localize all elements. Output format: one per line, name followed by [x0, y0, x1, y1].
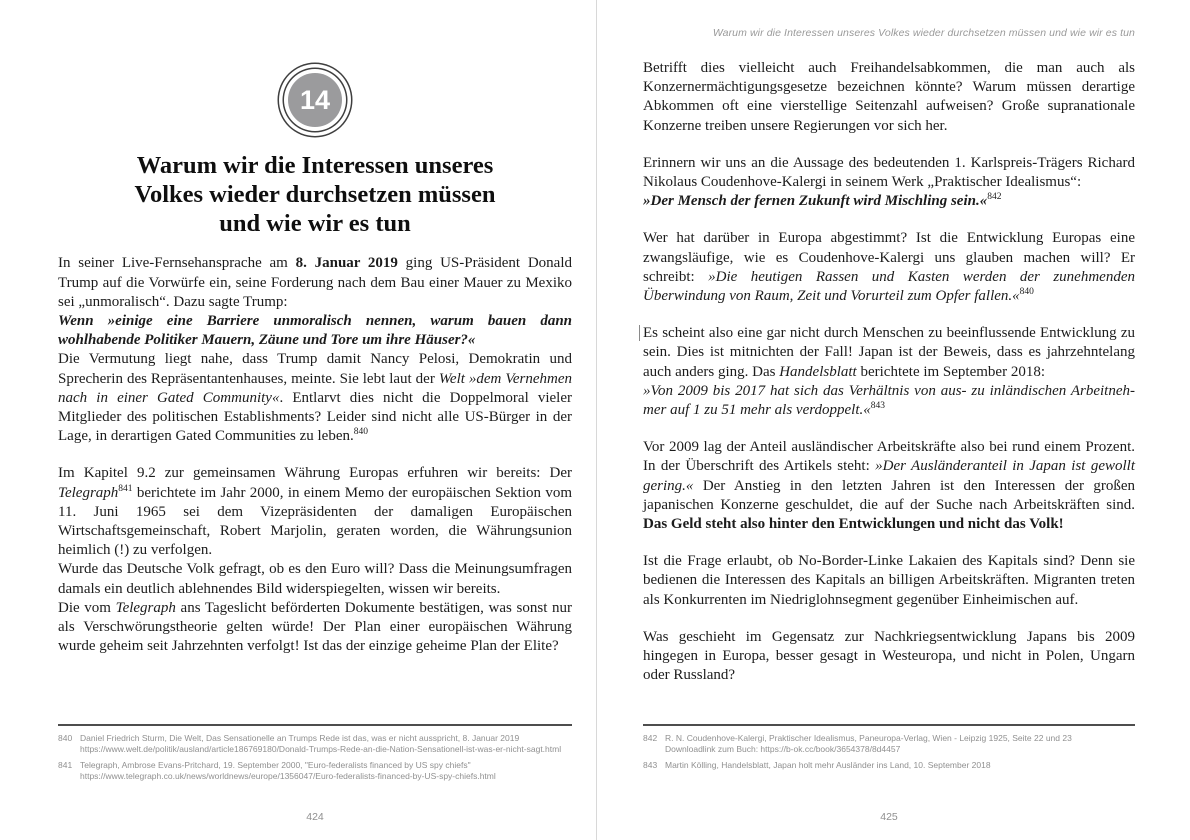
- page-number-left: 424: [306, 811, 324, 823]
- page-right: [597, 0, 1190, 840]
- footnote-number: 843: [643, 759, 658, 770]
- footnote-text: [80, 733, 572, 756]
- text-run: Ist die Frage erlaubt, ob No-Border-Linke Lakaien des Kapitals sind? Denn sie bedienen die Interessen des Kapitals an billigen Arbeitskräften. Migranten treten als Konkurrenten im Niedriglohnsegment gegenüber Einheimischen auf.: [643, 553, 1135, 608]
- footnote-reference: 840: [1019, 287, 1034, 298]
- text-run: Im Kapitel 9.2 zur gemeinsamen Währung Europas erfuhren wir bereits: Der: [58, 465, 572, 482]
- left-footnote-list: [58, 733, 572, 783]
- paragraph: [643, 324, 1135, 382]
- text-run: Handelsblatt: [779, 363, 857, 380]
- text-cursor: [639, 325, 640, 341]
- chapter-number-badge: [288, 73, 342, 127]
- chapter-number: 14: [299, 84, 331, 115]
- text-run: Betrifft dies vielleicht auch Freihandelsabkommen, die man auch als Konzernermächtigungsgesetze bezeichnen könnte? Warum müssen derartige Abkommen oft eine vierstellige Seitenzahl aufweisen? Große supranationale Konzerne treiben unsere Regierungen vor sich her.: [643, 60, 1135, 134]
- paragraph: [58, 254, 572, 312]
- text-run: In seiner Live-Fernsehansprache am: [58, 255, 296, 272]
- paragraph: [58, 350, 572, 446]
- title-line: Volkes wieder durchsetzen müssen: [134, 181, 496, 208]
- title-line: Warum wir die Interessen unseres: [136, 152, 494, 179]
- chapter-title: [58, 151, 572, 238]
- paragraph: [643, 59, 1135, 136]
- footnote-text: [80, 760, 572, 783]
- footnote: [58, 733, 572, 756]
- text-run: Welt »dem Vernehmen nach in einer Gated Community«: [58, 370, 572, 406]
- paragraph: [643, 438, 1135, 534]
- paragraph: [643, 382, 1135, 420]
- text-run: Telegraph: [115, 599, 176, 616]
- paragraph: [643, 154, 1135, 192]
- text-run: Erinnern wir uns an die Aussage des bedeutenden 1. Karlspreis-Trägers Richard Nikolaus Coudenhove-Kalergi in seinem Werk „Praktischer Idealismus“:: [643, 154, 1135, 191]
- footnote-line: Downloadlink zum Buch: https://b-ok.cc/book/3654378/8d4457: [665, 744, 901, 754]
- text-run: Es scheint also eine gar nicht durch Menschen zu beeinflussende Entwicklung zu sein. Dies ist mitnichten der Fall! Japan ist der Beweis, dass es jahrzehntelang auch anders ging. Das: [643, 325, 1135, 380]
- text-run: »Der Ausländeranteil in Japan ist gewollt gering.«: [643, 458, 1136, 494]
- footnote-line: Daniel Friedrich Sturm, Die Welt, Das Sensationelle an Trumps Rede ist das, was er nicht ausspricht, 8. Januar 2019: [80, 732, 520, 743]
- text-run: ging US-Präsident Donald Trump auf die Vorwürfe ein, seine Forderung nach dem Bau einer Mauer zu Mexiko sei „unmoralisch“. Dazu sagte Trump:: [58, 255, 572, 310]
- paragraph: [58, 312, 572, 350]
- text-run: Die Vermutung liegt nahe, dass Trump damit Nancy Pelosi, Demokratin und Sprecherin des Repräsentantenhauses, meinte. Sie lebt laut der: [58, 351, 572, 387]
- footnote-reference: 842: [987, 192, 1002, 203]
- footnote-line: https://www.telegraph.co.uk/news/worldnews/europe/1356047/Euro-federalists-financed-by-US-spy-chiefs.html: [80, 771, 496, 781]
- paragraph: [58, 464, 572, 560]
- footnote-text: [665, 760, 1135, 772]
- footnote-number: 841: [58, 759, 73, 770]
- footnote-reference: 840: [353, 427, 368, 438]
- footnote: [58, 760, 572, 783]
- text-run: Telegraph: [58, 484, 119, 501]
- footnote-reference: 841: [118, 483, 133, 494]
- text-run: Wurde das Deutsche Volk gefragt, ob es den Euro will? Dass die Meinungsumfragen damals ein deutlich ablehnendes Bild widerspiegelten, wissen wir bereits.: [58, 561, 572, 597]
- footnote: [643, 733, 1135, 756]
- paragraph: [58, 599, 572, 657]
- footnote-line: Telegraph, Ambrose Evans-Pritchard, 19. September 2000, "Euro-federalists financed by US spy chiefs": [80, 759, 471, 770]
- left-column: [58, 0, 572, 840]
- right-footnote-list: [643, 733, 1135, 772]
- text-run: Das Geld steht also hinter den Entwicklungen und nicht das Volk!: [643, 516, 1064, 533]
- text-run: berichtete im September 2018:: [856, 363, 1045, 380]
- running-header: Warum wir die Interessen unseres Volkes wieder durchsetzen müssen und wie wir es tun: [712, 27, 1135, 39]
- paragraph: [643, 628, 1135, 686]
- footnote-rule: [58, 724, 572, 726]
- footnote-line: R. N. Coudenhove-Kalergi, Praktischer Idealismus, Paneuropa-Verlag, Wien - Leipzig 1925, Seite 22 und 23: [665, 732, 1072, 743]
- footnote-rule: [643, 724, 1135, 726]
- text-run: Die vom: [58, 599, 116, 616]
- footnote-text: [665, 733, 1135, 756]
- footnote-number: 840: [58, 732, 73, 743]
- footnote: [643, 760, 1135, 772]
- paragraph: [643, 229, 1135, 306]
- text-run: Der Anstieg in den letzten Jahren ist den Interessen der großen japanischen Konzerne geschuldet, die auf der Suche nach Arbeitskräften sind.: [643, 477, 1135, 513]
- text-run: berichtete im Jahr 2000, in einem Memo der europäischen Sektion vom 11. Juni 1965 sei dem Vizepräsidenten der damaligen Europäischen Wirtschaftsgemeinschaft, Robert Marjolin, geraten worden, die Währungsunion heimlich (!) zu verfolgen.: [58, 484, 572, 559]
- text-run: ans Tageslicht beförderten Dokumente bestätigen, was sonst nur als Verschwörungstheorie gelten würde! Der Plan einer europäischen Währung wurde geheim seit Jahrzehnten verfolgt! Ist das der einzige geheime Plan der Elite?: [58, 599, 572, 655]
- text-run: Wer hat darüber in Europa abgestimmt? Ist die Entwicklung Europas eine zwangsläufige, wie es Coudenhove-Kalergi uns glauben machen will? Er schreibt:: [643, 230, 1135, 285]
- chapter-badge-row: [58, 73, 572, 127]
- text-run: Was geschieht im Gegensatz zur Nachkriegsentwicklung Japans bis 2009 hingegen in Europa, besser gesagt in Westeuropa, und nicht in Polen, Ungarn oder Russland?: [643, 628, 1135, 684]
- right-footnotes: [643, 724, 1135, 775]
- right-column: [643, 0, 1135, 840]
- title-line: und wie wir es tun: [219, 210, 411, 237]
- paragraph: [58, 560, 572, 598]
- footnote-number: 842: [643, 732, 658, 743]
- footnote-line: https://www.welt.de/politik/ausland/article186769180/Donald-Trumps-Rede-an-die-Nation-Sensationell-ist-was-er-nicht-sagt.html: [80, 744, 562, 754]
- left-footnotes: [58, 724, 572, 787]
- left-body-text[interactable]: [58, 254, 572, 656]
- text-run: »Die heutigen Rassen und Kasten werden der zunehmenden Überwindung von Raum, Zeit und Vorurteil zum Opfer fallen.«: [643, 268, 1135, 305]
- right-body-text[interactable]: [643, 59, 1135, 685]
- footnote-reference: 843: [870, 401, 886, 412]
- footnote-line: Martin Kölling, Handelsblatt, Japan holt mehr Ausländer ins Land, 10. September 2018: [665, 759, 991, 770]
- text-run: Wenn »einige eine Barriere unmoralisch nennen, warum bauen dann wohlhabende Politiker Mauern, Zäune und Tore um ihre Häuser?«: [58, 313, 572, 349]
- text-run: . Entlarvt dies nicht die Doppelmoral vieler Mitglieder des politischen Establishments? Leider sind nicht alle US-Bürger in der Lage, in derartigen Gated Communities zu leben.: [58, 389, 573, 445]
- page-number-right: 425: [880, 811, 898, 823]
- paragraph: [643, 192, 1135, 211]
- text-run: »Von 2009 bis 2017 hat sich das Verhältnis von aus- zu inländischen Arbeitneh-mer auf 1 zu 51 mehr als verdoppelt.«: [643, 382, 1135, 419]
- paragraph: [643, 552, 1135, 610]
- text-run: Vor 2009 lag der Anteil ausländischer Arbeitskräfte also bei rund einem Prozent. In der Überschrift des Artikels steht:: [643, 439, 1135, 475]
- text-run: 8. Januar 2019: [295, 255, 398, 272]
- text-run: »Der Mensch der fernen Zukunft wird Mischling sein.«: [643, 193, 988, 210]
